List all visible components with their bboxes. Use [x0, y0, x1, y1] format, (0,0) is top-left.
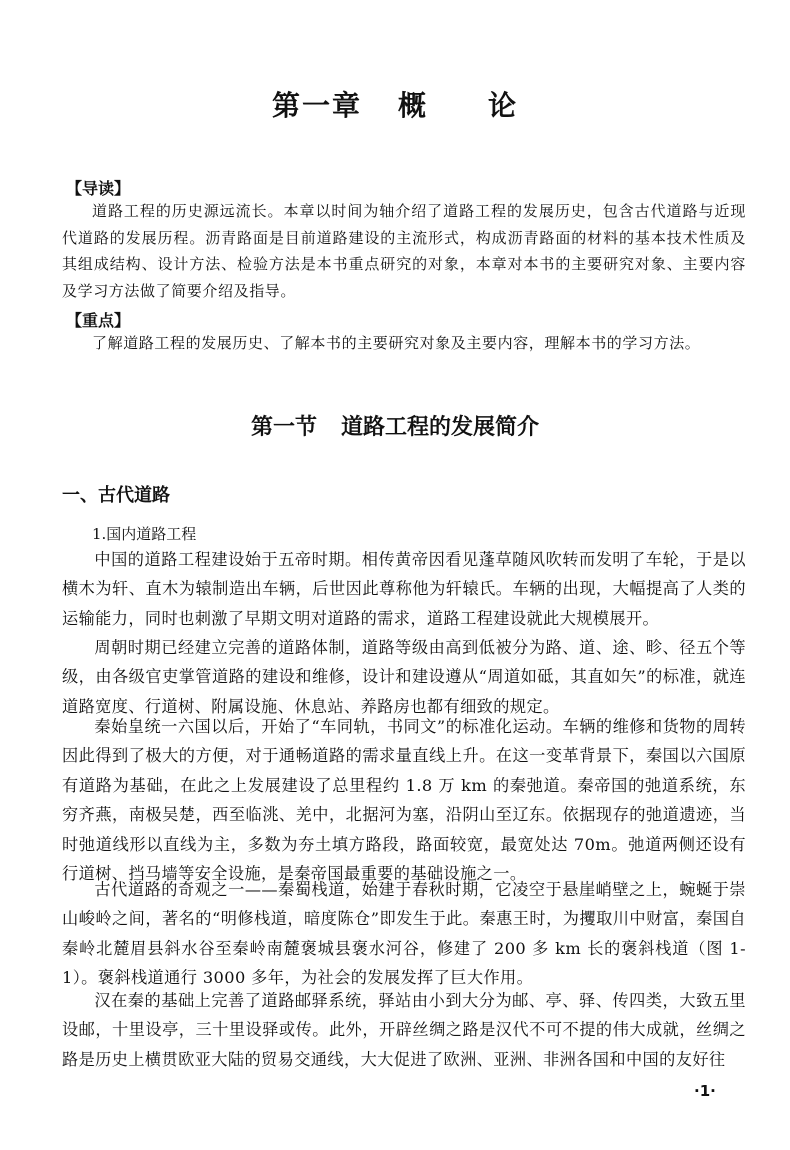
key-points-text: 了解道路工程的发展历史、了解本书的主要研究对象及主要内容，理解本书的学习方法。	[92, 334, 701, 352]
key-points-label: 【重点】	[66, 311, 131, 330]
chapter-number: 第一章	[271, 89, 362, 122]
section-number: 第一节	[250, 415, 317, 440]
body-paragraph-2: 周朝时期已经建立完善的道路体制，道路等级由高到低被分为路、道、途、畛、径五个等级，由各级官吏掌管道路的建设和维修，设计和建设遵从“周道如砥，其直如矢”的标准，就连道路宽度、行道树、附属设施、休息站、养路房也都有细致的规定。	[62, 638, 746, 716]
body-paragraph-5: 汉在秦的基础上完善了道路邮驿系统，驿站由小到大分为邮、亭、驿、传四类，大致五里设邮，十里设亭，三十里设驿或传。此外，开辟丝绸之路是汉代不可不提的伟大成就，丝绸之路是历史上横贯欧亚大陆的贸易交通线，大大促进了欧洲、亚洲、非洲各国和中国的友好往	[62, 991, 746, 1069]
guide-text: 道路工程的历史源远流长。本章以时间为轴介绍了道路工程的发展历史，包含古代道路与近现代道路的发展历程。沥青路面是目前道路建设的主流形式，构成沥青路面的材料的基本技术性质及其组成结构、设计方法、检验方法是本书重点研究的对象，本章对本书的主要研究对象、主要内容及学习方法做了简要介绍及指导。	[62, 202, 746, 300]
body-paragraph-1: 中国的道路工程建设始于五帝时期。相传黄帝因看见蓬草随风吹转而发明了车轮，于是以横木为轩、直木为辕制造出车辆，后世因此尊称他为轩辕氏。车辆的出现，大幅提高了人类的运输能力，同时也刺激了早期文明对道路的需求，道路工程建设就此大规模展开。	[62, 550, 746, 628]
guide-label: 【导读】	[66, 179, 131, 198]
chapter-title	[0, 84, 790, 124]
body-paragraph-4: 古代道路的奇观之一——秦蜀栈道，始建于春秋时期，它凌空于悬崖峭壁之上，蜿蜒于崇山峻岭之间，著名的“明修栈道，暗度陈仓”即发生于此。秦惠王时，为攫取川中财富，秦国自秦岭北麓眉县斜水谷至秦岭南麓褒城县褒水河谷，修建了 200 多 km 长的褒斜栈道（图 1-1）。褒斜栈道通行 3000 多年，为社会的发展发挥了巨大作用。	[62, 880, 746, 988]
chapter-title-char-2: 论	[488, 89, 519, 122]
subsection-title: 一、古代道路	[62, 485, 170, 506]
section-name: 道路工程的发展简介	[341, 415, 540, 440]
section-title	[0, 410, 790, 441]
page-number: ·1·	[694, 1082, 716, 1100]
chapter-title-char-1: 概	[397, 89, 428, 122]
body-paragraph-3: 秦始皇统一六国以后，开始了“车同轨，书同文”的标准化运动。车辆的维修和货物的周转因此得到了极大的方便，对于通畅道路的需求量直线上升。在这一变革背景下，秦国以六国原有道路为基础，在此之上发展建设了总里程约 1.8 万 km 的秦弛道。秦帝国的弛道系统，东穷齐燕，南极吴楚，西至临洮、羌中，北据河为塞，沿阴山至辽东。依据现存的弛道遗迹，当时弛道线形以直线为主，多数为夯土填方路段，路面较宽，最宽处达 70m。弛道两侧还设有行道树、挡马墙等安全设施，是秦帝国最重要的基础设施之一。	[62, 717, 746, 884]
subsection-subtitle: 1.国内道路工程	[92, 525, 197, 543]
